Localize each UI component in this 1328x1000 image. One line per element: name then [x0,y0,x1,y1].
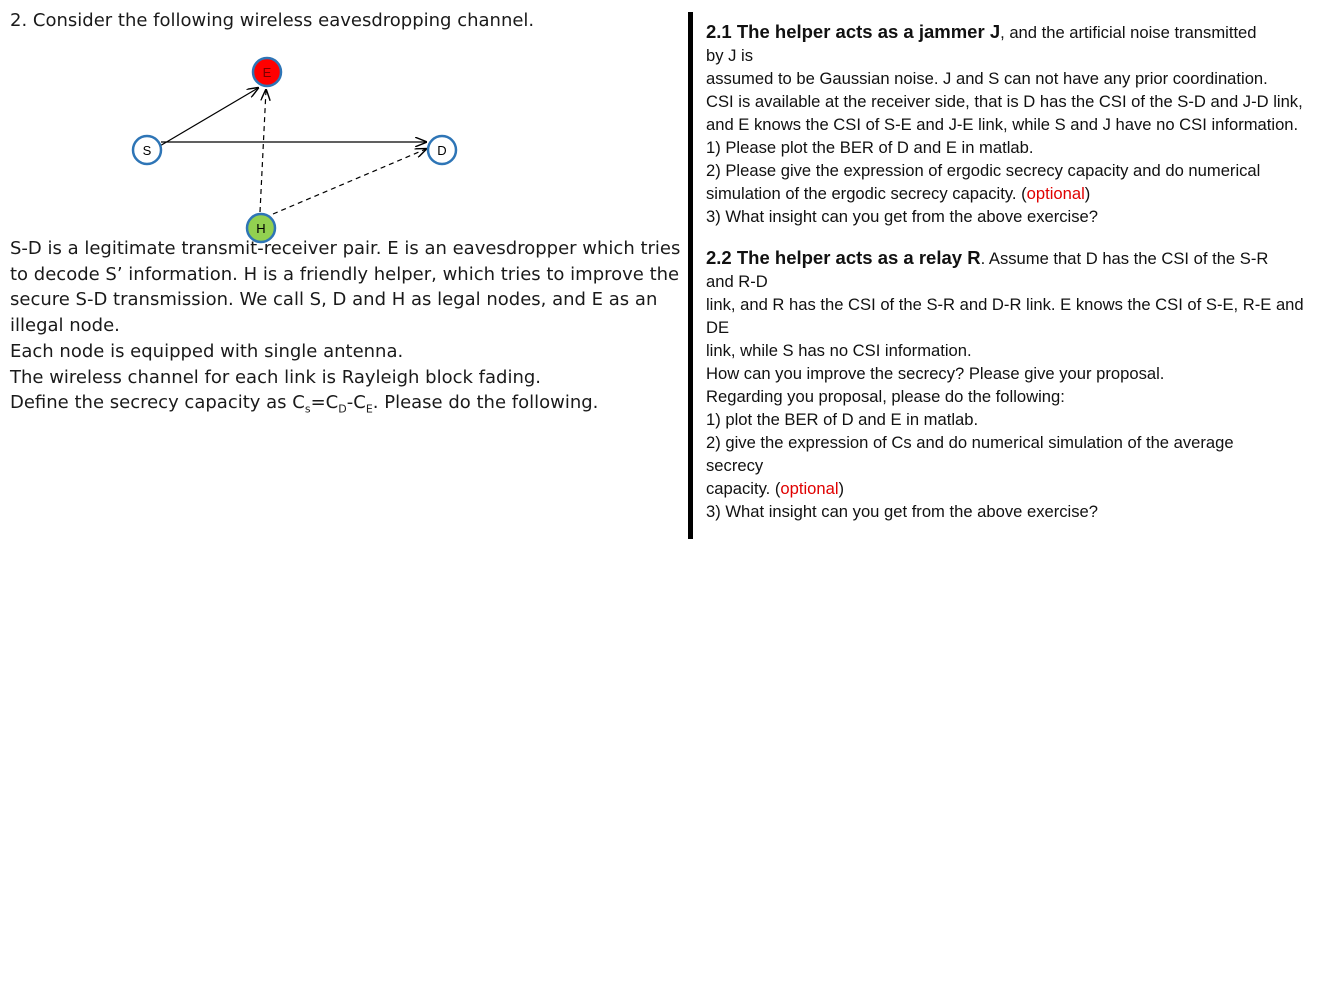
node-s [133,136,161,164]
optional-tag: optional [1026,184,1085,203]
task-secrecy-capacity: 2) give the expression of Cs and do numerical simulation of the average [706,433,1234,452]
question-heading: 2. Consider the following wireless eavesdropping channel. [10,10,535,31]
link-h-d [273,149,426,214]
task-plot-ber: 1) plot the BER of D and E in matlab. [706,410,979,429]
problem-description [10,236,690,416]
task-insight: 3) What insight can you get from the above exercise? [706,207,1099,226]
link-s-e [153,88,258,150]
svg-text:D: D [437,143,447,158]
section-jammer: 2.1 The helper acts as a jammer J, and the artificial noise transmitted by J is assumed to be Gaussian noise. J and S can not have any prior coordination. CSI is available at the receiver side, that is D has the CSI of the S-D and J-D link, and E knows the CSI of S-E and J-E link, while S and J have no CSI information. 1) Please plot the BER of D and E in matlab. 2) Please give the expression of ergodic secrecy capacity and do numerical simulation of the ergodic secrecy capacity. (optional) 3) What insight can you get from the above exercise? [706,20,1321,228]
section-relay-title: 2.2 The helper acts as a relay R [706,247,981,268]
node-e [253,58,281,86]
channel-diagram [110,48,470,248]
task-insight: 3) What insight can you get from the above exercise? [706,502,1099,521]
secrecy-definition: Define the secrecy capacity as $C_s=C_D-C_E$. Please do the following. [10,392,599,416]
section-relay: 2.2 The helper acts as a relay R. Assume that D has the CSI of the S-R and R-D link, and R has the CSI of the S-R and D-R link. E knows the CSI of S-E, R-E and DE link, while S has no CSI information. How can you improve the secrecy? Please give your proposal. Regarding you proposal, please do the following: 1) plot the BER of D and E in matlab. 2) give the expression of Cs and do numerical simulation of the average secrecy capacity. (optional) 3) What insight can you get from the above exercise? [706,246,1321,523]
line-antenna: Each node is equipped with single antenna. [10,340,404,362]
svg-text:E: E [262,65,272,80]
paragraph-roles: S-D is a legitimate transmit-receiver pair. E is an eavesdropper which tries to decode S’ information. H is a friendly helper, which tries to improve the secure S-D transmission. We call S, D and H as legal nodes, and E as an illegal node. [10,238,681,337]
column-divider [688,12,693,539]
node-d [428,136,456,164]
task-plot-ber: 1) Please plot the BER of D and E in matlab. [706,138,1034,157]
section-jammer-title: 2.1 The helper acts as a jammer J [706,21,1001,42]
right-column [706,20,1321,523]
optional-tag: optional [780,479,839,498]
line-channel: The wireless channel for each link is Rayleigh block fading. [10,366,542,388]
task-ergodic-capacity: 2) Please give the expression of ergodic secrecy capacity and do numerical [706,161,1261,180]
svg-text:S: S [142,143,152,158]
svg-text:H: H [256,221,266,236]
left-column [10,8,690,416]
link-h-e [260,90,266,212]
